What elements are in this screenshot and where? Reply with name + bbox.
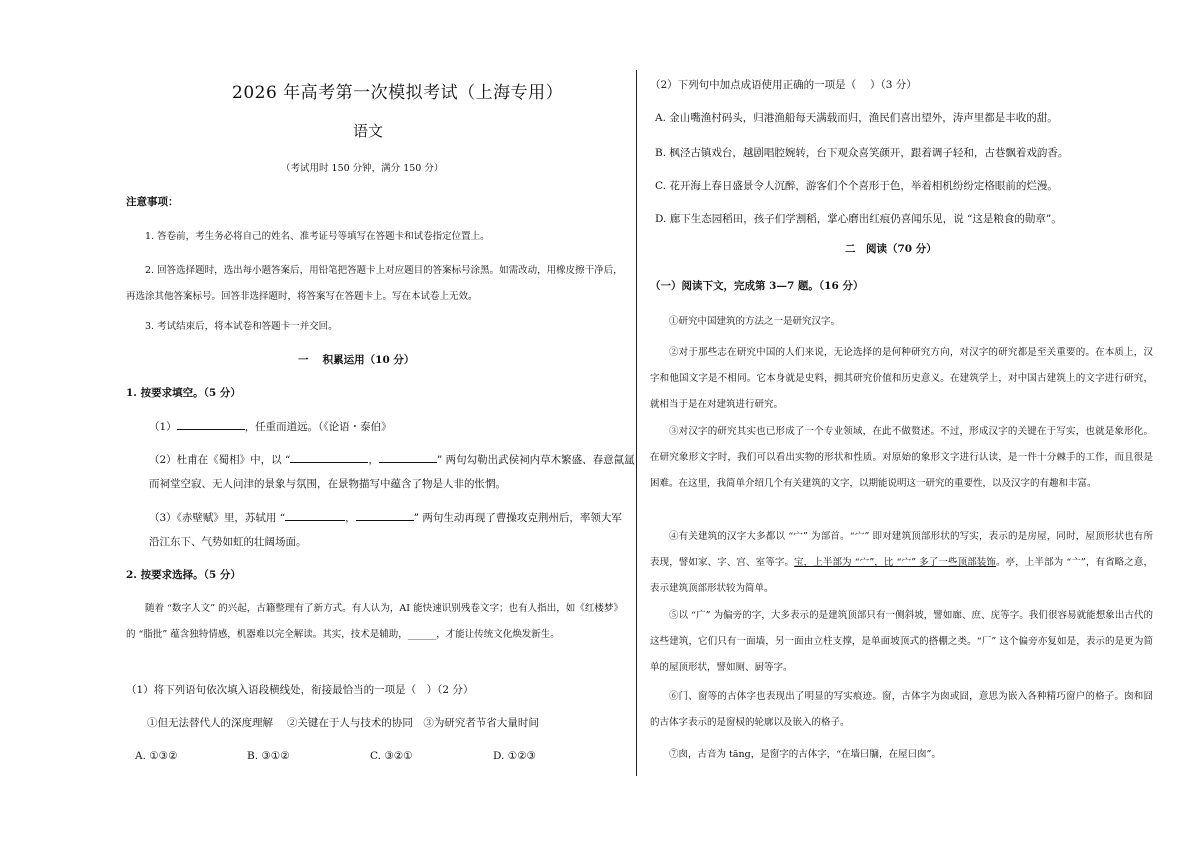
q1-2-comma: ， xyxy=(368,454,379,466)
notice-1: 1. 答卷前，考生务必将自己的姓名、准考证号等填写在答题卡和试卷指定位置上。 xyxy=(145,231,490,242)
question-2-heading: 2. 按要求选择。（5 分） xyxy=(126,569,241,581)
answer-blank[interactable] xyxy=(285,509,345,521)
q1-1-prefix: （1） xyxy=(149,421,177,433)
question-2-1-items: ①但无法替代人的深度理解 ②关键在于人与技术的协同 ③为研究者节省大量时间 xyxy=(147,717,539,729)
question-2-passage: 随着 “数字人文” 的兴起，古籍整理有了新方式。有人认为，AI 能快速识别残卷文字；也有人指出，如《红楼梦》的 “脂批” 蕴含独特情感，机器难以完全解读。其实，技术是辅助，______，才能让传统文化焕发新生。 xyxy=(126,603,623,640)
subject-title: 语文 xyxy=(353,122,384,140)
column-divider xyxy=(636,70,637,776)
exam-title: 2026 年高考第一次模拟考试（上海专用） xyxy=(232,83,564,103)
answer-blank[interactable] xyxy=(177,418,245,430)
question-2-2: （2）下列句中加点成语使用正确的一项是（ ）（3 分） xyxy=(650,79,917,91)
question-1-1 xyxy=(149,418,392,434)
q1-3-comma: ， xyxy=(345,512,356,524)
paragraph-4-underlined: 宝，上半部为 “宀”，比 “宀” 多了一些顶部装饰 xyxy=(794,557,996,568)
question-1-2-line2: 而祠堂空寂、无人问津的景象与氛围，在景物描写中蕴含了物是人非的怅惘。 xyxy=(149,478,506,490)
q1-3-text-a: （3）《赤壁赋》里，苏轼用 “ xyxy=(149,512,286,524)
q2-2-option-a[interactable]: A. 金山嘴渔村码头，归港渔船每天满载而归，渔民们喜出望外，涛声里都是丰收的甜。 xyxy=(655,112,1058,124)
section-2-heading: 二 阅读（70 分） xyxy=(845,243,937,255)
q1-1-suffix: ，任重而道远。（《论语・泰伯》 xyxy=(244,421,392,433)
q2-2-option-d[interactable]: D. 廊下生态园稻田，孩子们学割稻，掌心磨出红痕仍喜闻乐见，说 “这是粮食的勋章”。 xyxy=(655,213,1062,225)
answer-blank[interactable] xyxy=(356,509,414,521)
notice-3: 3. 考试结束后，将本试卷和答题卡一并交回。 xyxy=(145,321,338,332)
paragraph-1: ①研究中国建筑的方法之一是研究汉字。 xyxy=(669,316,841,327)
paragraph-6: ⑥门、窗等的古体字也表现出了明显的写实痕迹。窗，古体字为囱或囧，意思为嵌入各种精巧窗户的格子。囱和囧的古体字表示的是窗棂的轮廓以及嵌入的格子。 xyxy=(650,691,1153,728)
q1-2-text-a: （2）杜甫在《蜀相》中，以 “ xyxy=(149,454,291,466)
question-1-2-line1 xyxy=(149,451,635,467)
paragraph-7: ⑦囱，古音为 tāng，是窗字的古体字，“在墙曰牖，在屋曰囱”。 xyxy=(669,749,941,760)
exam-info: （考试用时 150 分钟，满分 150 分） xyxy=(281,163,444,174)
paragraph-5: ⑤以 “广” 为偏旁的字，大多表示的是建筑顶部只有一侧斜坡，譬如廊、庶、庑等字。我们很容易就能想象出古代的这些建筑，它们只有一面墙，另一面由立柱支撑，是单面坡顶式的搭棚之类。“厂” 这个偏旁亦复如是，表示的是更为简单的屋顶形状，譬如厕、厨等字。 xyxy=(650,610,1153,673)
paragraph-3: ③对汉字的研究其实也已形成了一个专业领域，在此不做赘述。不过，形成汉字的关键在于写实，也就是象形化。在研究象形文字时，我们可以看出实物的形状和性质。对原始的象形文字进行认读，是一件十分棘手的工作，而且很是困难。在这里，我简单介绍几个有关建筑的文字，以期能说明这一研究的重要性，以及汉字的有趣和丰富。 xyxy=(650,426,1153,489)
answer-blank[interactable] xyxy=(290,451,368,463)
question-2-1: （1）将下列语句依次填入语段横线处，衔接最恰当的一项是（ ）（2 分） xyxy=(126,684,474,696)
q2-2-option-c[interactable]: C. 花开海上春日盛景令人沉醉，游客们个个喜形于色，举着相机纷纷定格眼前的烂漫。 xyxy=(655,180,1058,192)
option-a[interactable]: A. ①③② xyxy=(135,750,178,762)
question-1-3-line2: 沿江东下、气势如虹的壮阔场面。 xyxy=(149,536,307,548)
section-1-heading: 一 积累运用（10 分） xyxy=(298,354,415,366)
notice-2: 2. 回答选择题时，选出每小题答案后，用铅笔把答题卡上对应题目的答案标号涂黑。如需改动，用橡皮擦干净后，再选涂其他答案标号。回答非选择题时，将答案写在答题卡上。写在本试卷上无效。 xyxy=(126,265,623,302)
notice-heading: 注意事项： xyxy=(126,196,179,208)
answer-blank[interactable] xyxy=(379,451,437,463)
paragraph-4-a: ④有关建筑的汉字大多都以 “宀” 为部首。“宀” 即对建筑顶部形状的写实，表示的是房屋，同时，屋顶形状也有所表现，譬如家、字、宫、室等字。 xyxy=(650,531,1153,568)
paragraph-4 xyxy=(650,524,1153,602)
q2-2-option-b[interactable]: B. 枫泾古镇戏台，越剧唱腔婉转，台下观众喜笑颜开，跟着调子轻和，古巷飘着戏韵香。 xyxy=(655,147,1069,159)
reading-1-heading: （一）阅读下文，完成第 3—7 题。（16 分） xyxy=(650,280,864,292)
q1-2-text-b: ” 两句勾勒出武侯祠内草木繁盛、春意氤氲 xyxy=(436,454,635,466)
question-1-heading: 1. 按要求填空。（5 分） xyxy=(126,387,241,399)
option-c[interactable]: C. ③②① xyxy=(370,750,413,762)
paragraph-2: ②对于那些志在研究中国的人们来说，无论选择的是何种研究方向，对汉字的研究都是至关重要的。在本质上，汉字和他国文字是不相同。它本身就是史料，拥其研究价值和历史意义。在建筑学上，对中国古建筑上的文字进行研究，就相当于是在对建筑进行研究。 xyxy=(650,347,1153,410)
option-b[interactable]: B. ③①② xyxy=(247,750,290,762)
option-d[interactable]: D. ①②③ xyxy=(493,750,536,762)
question-1-3-line1 xyxy=(149,509,622,525)
q1-3-text-b: ” 两句生动再现了曹操攻克荆州后，率领大军 xyxy=(413,512,622,524)
paragraph-4-b: 。亭，上半部为 “亠”，有省略之意，表示建筑顶部形状较为简单。 xyxy=(650,557,1153,594)
